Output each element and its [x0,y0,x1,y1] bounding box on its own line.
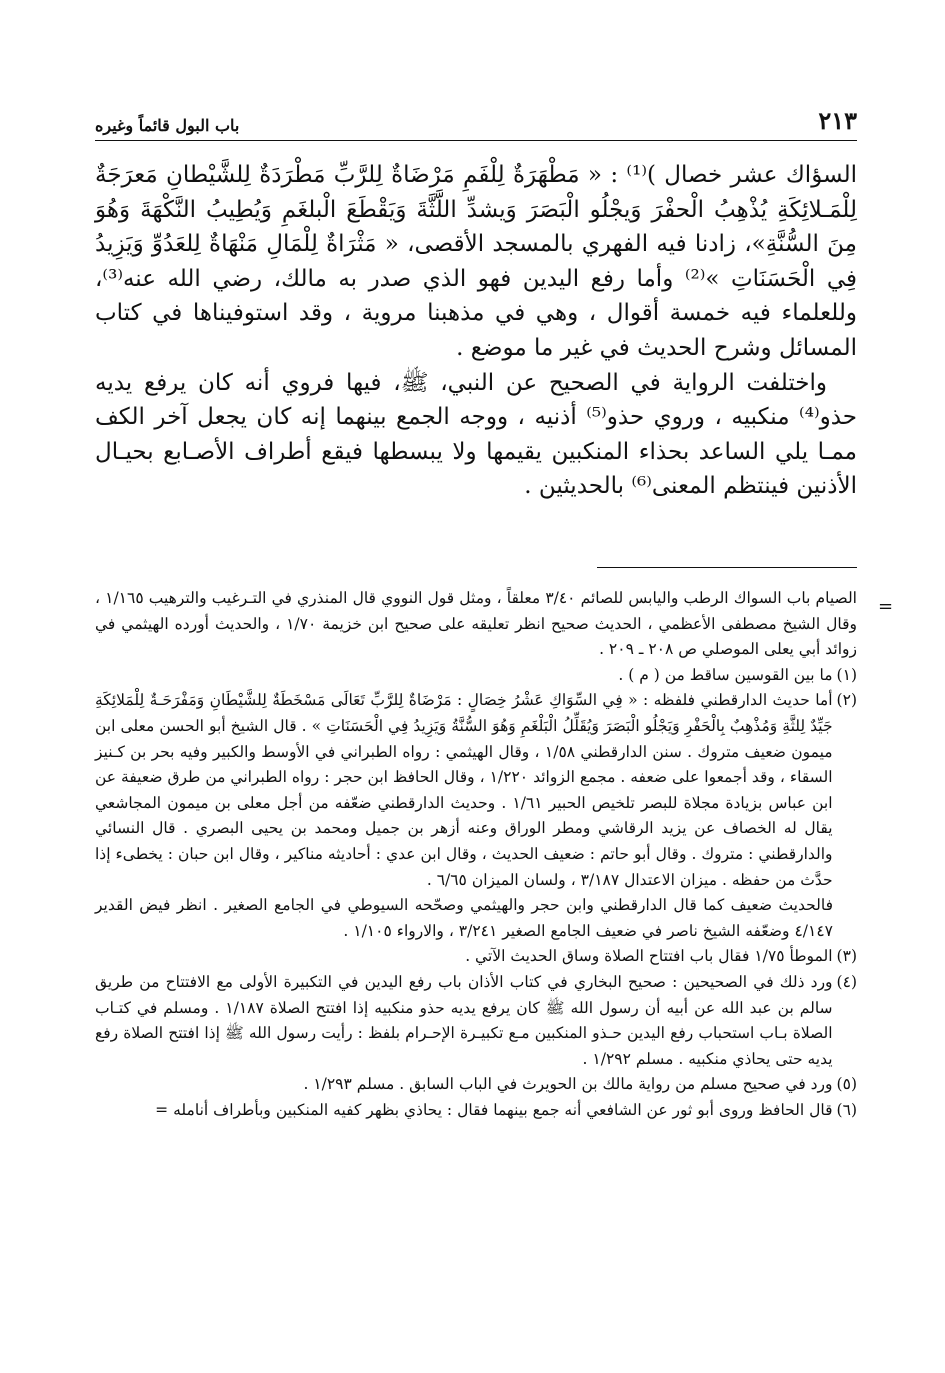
footnote-number: (٦) [836,1100,857,1119]
footnote-text: الموطأ ١/٧٥ فقال باب افتتاح الصلاة وساق الحديث الآتي . [465,947,833,966]
footnote-number: (٢) [836,691,857,710]
footnote-continuation-mark: = [878,596,894,617]
main-paragraph: واختلفت الرواية في الصحيح عن النبي، ﷺ، فيها فروي أنه كان يرفع يديه حذو⁽⁴⁾ منكبيه ، وروي حذو⁽⁵⁾ أذنيه ، ووجه الجمع بينهما إنه كان يجعل آخر الكف ممـا يلي الساعد بحذاء المنكبين يقيمها ولا يبسطها فيقع أطراف الأصـابع بحيـال الأذنين فينتظم المعنى⁽⁶⁾ بالحديثين . [95,369,857,500]
footnote [95,944,857,970]
running-header [95,105,857,135]
footnote-text-body: قال الحافظ وروى أبو ثور عن الشافعي أنه جمع بينهما فقال : يحاذي بظهر كفيه المنكبين وبأطراف أنامله [173,1100,833,1119]
footnote-paragraph [95,893,857,944]
footnote-text: ورد في صحيح مسلم من رواية مالك بن الحويرث في الباب السابق . مسلم ١/٢٩٣ . [303,1075,833,1094]
footnote-text [95,1098,833,1124]
footnote-separator [597,567,857,568]
footnote-number: (٤) [836,972,857,991]
footnote-text: أما حديث الدارقطني فلفظه : « فِي السِّوَاكِ عَشْرُ خِصَالٍ : مَرْضَاةٌ لِلرَّبِّ تَعَالَى مَسْخَطَةٌ لِلشَّيْطَانِ وَمَفْرَحَـةٌ لِلْمَلائِكَةِ جَيِّدٌ لِلثَّةِ وَمُذْهِبٌ بِالْحَفْرِ وَيَجْلُو الْبَصَرَ وَيُقَلِّلُ الْبَلْغَمِ وَهُوَ السُّنَّةُ وَيَزِيدُ فِي الْحَسَنَاتِ » . قال الشيخ أبو الحسن معلى ابن ميمون ضعيف متروك . سنن الدارقطني ١/٥٨ ، وقال الهيثمي : رواه الطبراني في الأوسط والكبير وفيه بحر بن كـنيز السقاء ، وقد أجمعوا على ضعفه . مجمع الزوائد ١/٢٢٠ ، وقال الحافظ ابن حجر : رواه الطبراني من طرق ضعيفة عن ابن عباس بزيادة مجلاة للبصر تلخيص الحبير ١/٦١ . وحديث الدارقطني ضعّفه من أجل معلى بن ميمون المجاشعي يقال له الخصاف عن يزيد الرقاشي ومطر الوراق وعنه أزهر بن جميل ومحمد بن يحيى البصري . قال النسائي والدارقطني : متروك . وقال أبو حاتم : ضعيف الحديث ، وقال ابن عدي : أحاديثه مناكير ، وقال ابن حبان : يخطىء إذا حدَّث من حفظه . ميزان الاعتدال ٣/١٨٧ ، ولسان الميزان ٦/٦٥ . [95,691,833,889]
header-rule [95,140,857,141]
footnote-text: ورد ذلك في الصحيحين : صحيح البخاري في كتاب الأذان باب رفع اليدين في التكبيرة الأولى مع الافتتاح من طريق سالم بن عبد الله عن أبيه أن رسول الله ﷺ كان يرفع يديه حذو منكبيه إذا افتتح الصلاة ١/١٨٧ . ومسلم في كتـاب الصلاة بـاب استحباب رفع اليدين حـذو المنكبين مـع تكبيـرة الإحـرام بلفظ : رأيت رسول الله ﷺ إذا افتتح الصلاة رفع يديه حتى يحاذي منكبيه . مسلم ١/٢٩٢ . [95,972,833,1068]
footnote [95,970,857,1072]
main-paragraph: السؤاك عشر خصال )⁽¹⁾ : « مَطْهَرَةٌ لِلْفَمِ مَرْضَاةٌ لِلرَّبِّ مَطْرَدَةٌ لِلشَّيْطانِ مَعرَجَةٌ لِلْمَـلائِكَةِ يُذْهِبُ الْحفْرَ وَيجْلُو الْبَصَرَ وَيشدِّ اللَّثَّةَ وَيَقْطَعَ الْبلغَمِ وَيُطِيبُ النَّكْهَةَ وَهُوَ مِنَ السُّنَّةِ»، زادنا فيه الفهري بالمسجد الأقصى، « مَثْرَاةٌ لِلْمَالِ مَنْهَاةٌ لِلعَدُوِّ وَيَزِيدُ فِي الْحَسَنَاتِ »⁽²⁾ وأما رفع اليدين فهو الذي صدر به مالك، رضي الله عنه⁽³⁾، وللعلماء فيه خمسة أقوال ، وهي في مذهبنا مروية ، وقد استوفيناها في كتاب المسائل وشرح الحديث في غير ما موضع . [95,162,858,361]
footnote-number: (٥) [836,1075,857,1094]
footnotes [95,586,857,1123]
footnote-continuation [95,586,857,663]
running-title: باب البول قائماً وغيره [95,116,240,135]
footnote-end-mark: = [155,1100,169,1119]
footnote-text: الصيام باب السواك الرطب واليابس للصائم ٣/٤٠ معلقاً ، ومثل قول النووي قال المنذري في التـرغيب والترهيب ١/١٦٥ ، وقال الشيخ مصطفى الأعظمي ، الحديث صحيح انظر تعليقه على صحيح ابن خزيمة ١/٧٠ ، والحديث أورده الهيثمي في زوائد أبي يعلى الموصلي ص ٢٠٨ ـ ٢٠٩ . [95,589,857,659]
footnote-number: (٣) [836,947,857,966]
page-number: ٢١٣ [818,106,857,135]
footnote [95,1072,857,1098]
footnote [95,688,857,893]
footnote [95,1098,857,1124]
footnote-text: ما بين القوسين ساقط من ( م ) . [618,665,833,684]
footnote-text: فالحديث ضعيف كما قال الدارقطني وابن حجر والهيثمي وصحّحه السيوطي في الجامع الصغير . انظر فيض القدير ٤/١٤٧ وضعّفه الشيخ ناصر في ضعيف الجامع الصغير ٣/٢٤١ ، والارواء ١/١٠٥ . [95,896,833,940]
footnote [95,663,857,689]
footnote-number: (١) [836,665,857,684]
main-text [95,158,857,504]
